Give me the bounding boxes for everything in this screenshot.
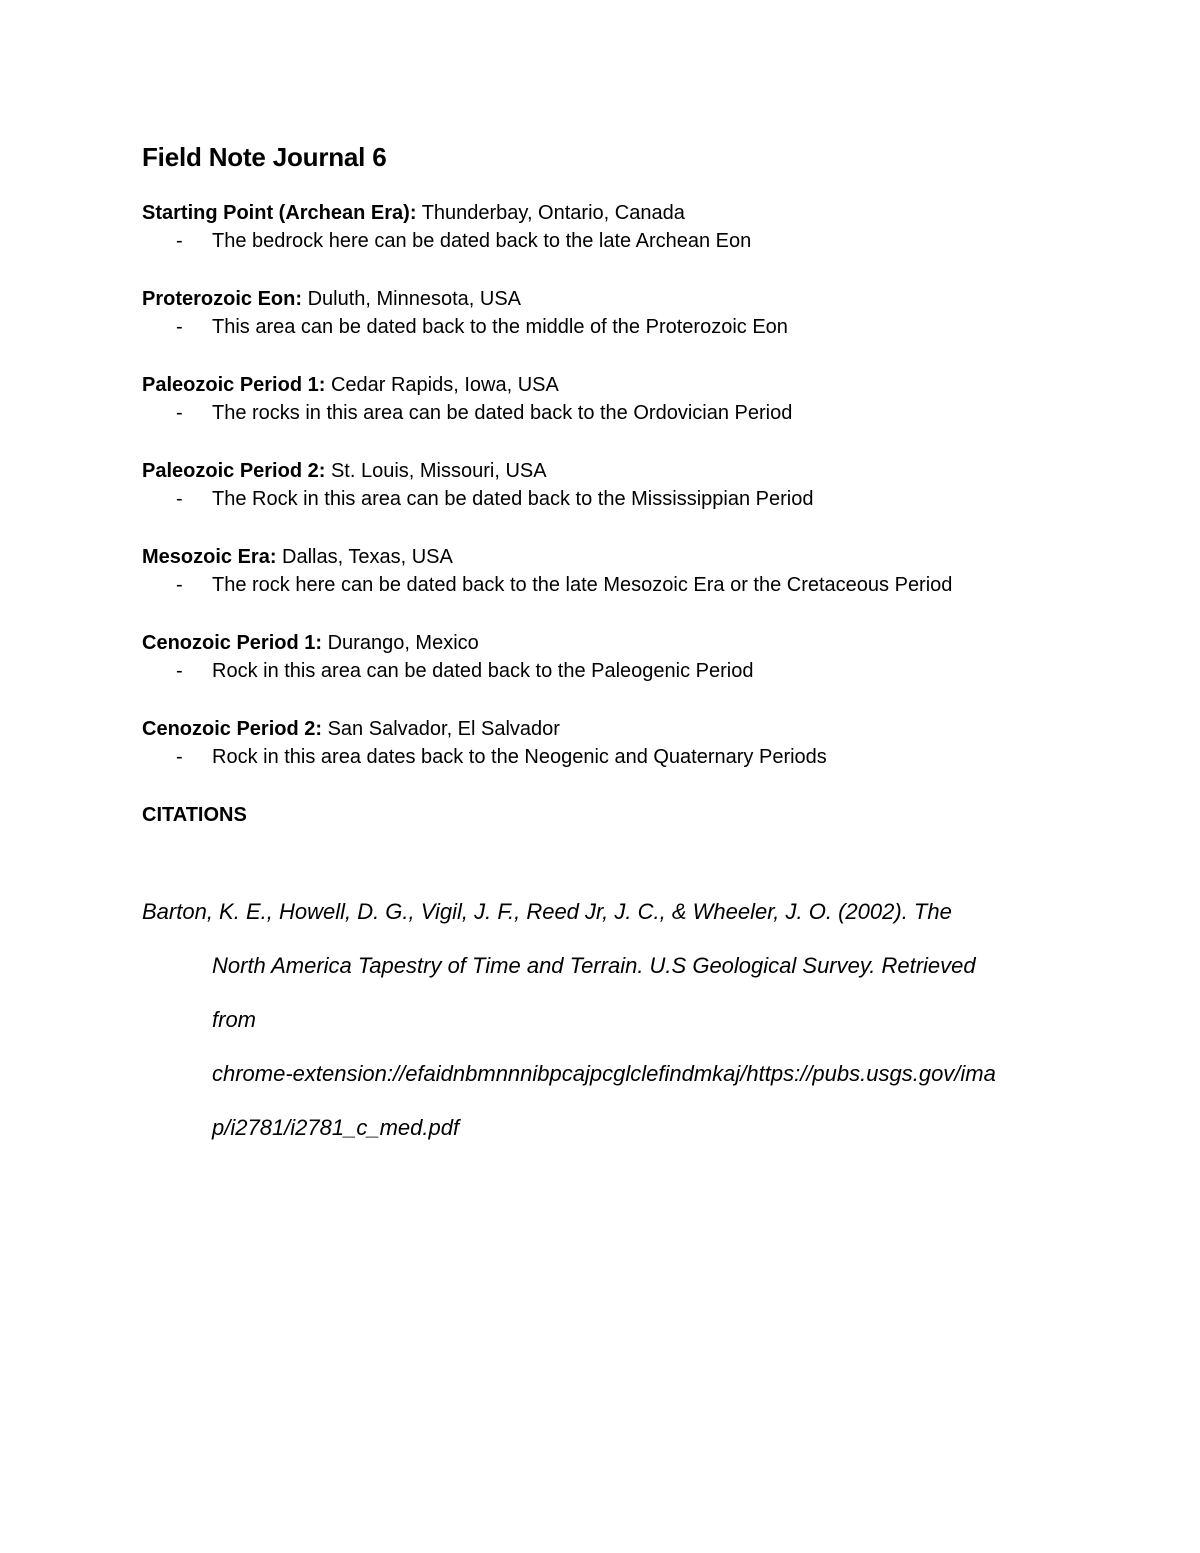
citation-line: North America Tapestry of Time and Terrain. U.S Geological Survey. Retrieved	[212, 953, 976, 978]
entry-label: Cenozoic Period 1:	[142, 632, 323, 654]
entry-location: Dallas, Texas, USA	[282, 546, 453, 568]
entry-location: Durango, Mexico	[327, 632, 479, 654]
entry-label: Paleozoic Period 2:	[142, 460, 326, 482]
citations-heading: CITATIONS	[142, 804, 247, 826]
entry-location: San Salvador, El Salvador	[327, 718, 560, 740]
entry-cenozoic-2	[142, 715, 1062, 772]
entry-location: Duluth, Minnesota, USA	[307, 288, 522, 310]
entry-mesozoic	[142, 543, 1062, 600]
entry-label: Mesozoic Era:	[142, 546, 277, 568]
entry-note: Rock in this area can be dated back to the Paleogenic Period	[212, 660, 754, 682]
entry-paleozoic-2	[142, 457, 1062, 514]
bullet-dash: -	[176, 746, 183, 768]
entry-proterozoic	[142, 285, 1062, 342]
document-title: Field Note Journal 6	[142, 142, 387, 172]
entry-label: Cenozoic Period 2:	[142, 718, 323, 740]
entry-archean	[142, 199, 1062, 256]
citation-url-line: p/i2781/i2781_c_med.pdf	[212, 1115, 460, 1140]
entry-note: The rocks in this area can be dated back to the Ordovician Period	[212, 402, 793, 424]
entry-note: The Rock in this area can be dated back to the Mississippian Period	[212, 488, 814, 510]
bullet-dash: -	[176, 574, 183, 596]
bullet-dash: -	[176, 230, 183, 252]
bullet-dash: -	[176, 660, 183, 682]
document-page	[142, 138, 1062, 1155]
bullet-dash: -	[176, 488, 183, 510]
entry-note: Rock in this area dates back to the Neogenic and Quaternary Periods	[212, 746, 827, 768]
citation-url-line: chrome-extension://efaidnbmnnnibpcajpcglclefindmkaj/https://pubs.usgs.gov/ima	[212, 1061, 996, 1086]
entry-cenozoic-1	[142, 629, 1062, 686]
citation-line: Barton, K. E., Howell, D. G., Vigil, J. F., Reed Jr, J. C., & Wheeler, J. O. (2002). The	[142, 899, 952, 924]
entry-label: Starting Point (Archean Era):	[142, 202, 417, 224]
citation-line: from	[212, 1007, 256, 1032]
citation-entry	[142, 885, 1062, 1155]
entry-label: Proterozoic Eon:	[142, 288, 303, 310]
field-entries	[142, 199, 1062, 772]
bullet-dash: -	[176, 316, 183, 338]
entry-paleozoic-1	[142, 371, 1062, 428]
bullet-dash: -	[176, 402, 183, 424]
entry-location: Cedar Rapids, Iowa, USA	[330, 374, 559, 396]
entry-note: This area can be dated back to the middle of the Proterozoic Eon	[212, 316, 788, 338]
entry-location: Thunderbay, Ontario, Canada	[421, 202, 685, 224]
entry-note: The rock here can be dated back to the late Mesozoic Era or the Cretaceous Period	[212, 574, 953, 596]
entry-note: The bedrock here can be dated back to the late Archean Eon	[212, 230, 752, 252]
entry-label: Paleozoic Period 1:	[142, 374, 326, 396]
entry-location: St. Louis, Missouri, USA	[330, 460, 547, 482]
